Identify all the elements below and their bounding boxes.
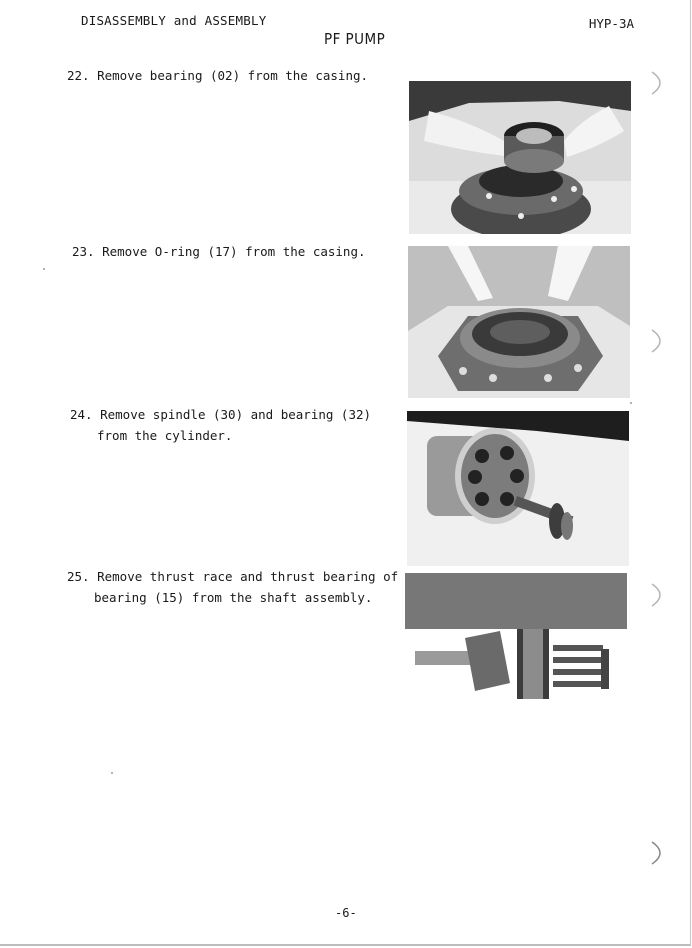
page-title: PF PUMP [324,30,386,48]
scan-speck [630,402,632,404]
section-heading: DISASSEMBLY and ASSEMBLY [81,13,267,28]
photo-bearing-removal [409,81,631,234]
punch-hole-icon [648,582,670,608]
punch-hole-icon [648,70,670,96]
step-number: 25. [67,569,90,584]
punch-hole-icon [648,840,670,866]
step-text: Remove bearing (02) from the casing. [97,68,369,83]
step-text-continued: from the cylinder. [97,428,233,443]
photo-shaft-assembly [405,573,627,703]
photo-o-ring-removal [408,246,630,398]
scan-speck [111,772,113,774]
step-number: 22. [67,68,90,83]
step-text: Remove spindle (30) and bearing (32) [100,407,372,422]
step-25 [67,566,398,608]
document-code: HYP-3A [588,16,634,31]
step-text-continued: bearing (15) from the shaft assembly. [94,590,373,605]
punch-hole-icon [648,328,670,354]
step-number: 24. [70,407,93,422]
photo-spindle-cylinder [407,411,629,566]
step-number: 23. [72,244,95,259]
step-text: Remove O-ring (17) from the casing. [102,244,366,259]
step-text: Remove thrust race and thrust bearing of [97,569,399,584]
step-22 [67,65,368,86]
step-24 [70,404,371,446]
step-23 [72,241,366,262]
page-number: -6- [335,906,357,920]
scan-speck [43,268,45,270]
